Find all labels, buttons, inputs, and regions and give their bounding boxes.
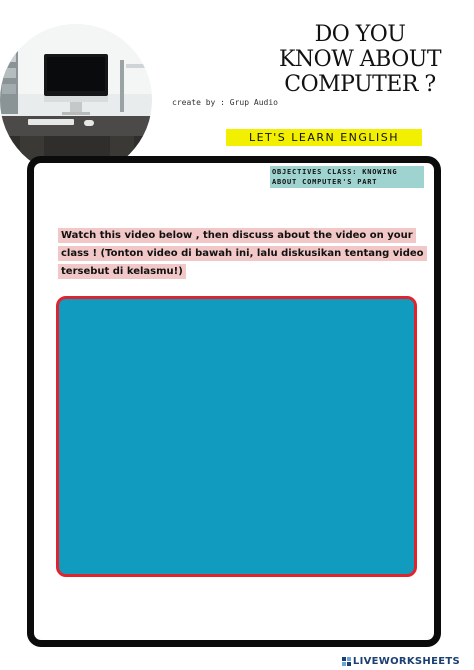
instruction-text: [58, 227, 430, 281]
liveworksheets-brand: LIVEWORKSHEETS: [352, 656, 460, 667]
title-line-3: COMPUTER ?: [284, 72, 436, 97]
title-line-2: KNOW ABOUT: [278, 47, 442, 72]
liveworksheets-footer[interactable]: [342, 656, 460, 667]
creator-credit: create by : Grup Audio: [172, 98, 278, 107]
computer-desk-photo: [0, 24, 152, 176]
instruction-highlight: Watch this video below , then discuss about the video on your class ! (Tonton video di bawah ini, lalu diskusikan tentang video tersebut di kelasmu!): [58, 228, 427, 279]
objective-label: OBJECTIVES CLASS: KNOWING ABOUT COMPUTER'S PART: [270, 166, 424, 188]
computer-desk-illustration: [0, 24, 152, 176]
page-title: [262, 22, 458, 97]
title-line-1: DO YOU: [314, 22, 406, 47]
liveworksheets-logo-icon: [342, 657, 351, 666]
lets-learn-english-badge: LET'S LEARN ENGLISH: [226, 129, 422, 146]
video-player[interactable]: [56, 296, 417, 577]
